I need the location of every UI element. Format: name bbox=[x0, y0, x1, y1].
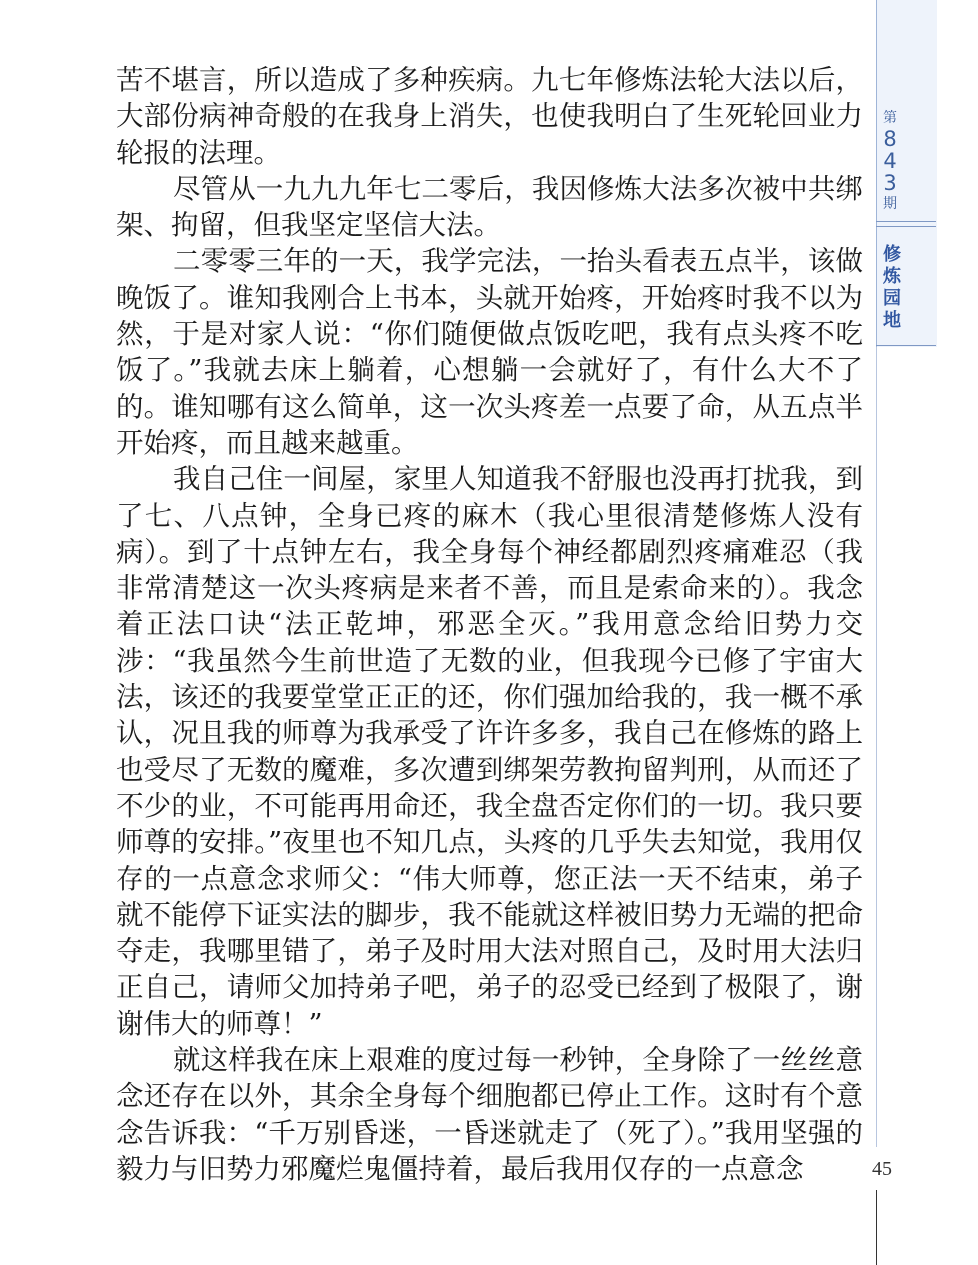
article-body bbox=[116, 62, 863, 1187]
paragraph: 苦不堪言，所以造成了多种疾病。九七年修炼法轮大法以后，大部份病神奇般的在我身上消失，也使我明白了生死轮回业力轮报的法理。 bbox=[116, 64, 863, 169]
page-number: 45 bbox=[872, 1158, 892, 1180]
sidebar-divider bbox=[876, 226, 936, 227]
paragraph: 二零零三年的一天，我学完法，一抬头看表五点半，该做晚饭了。谁知我刚合上书本，头就开始疼，开始疼时我不以为然，于是对家人说：“你们随便做点饭吃吧，我有点头疼不吃饭了。”我就去床上躺着，心想躺一会就好了，有什么大不了的。谁知哪有这么简单，这一次头疼差一点要了命，从五点半开始疼，而且越来越重。 bbox=[116, 245, 863, 459]
section-title bbox=[876, 244, 908, 332]
issue-suffix: 期 bbox=[883, 196, 897, 212]
section-char: 园 bbox=[883, 288, 901, 309]
paragraph: 尽管从一九九九年七二零后，我因修炼大法多次被中共绑架、拘留，但我坚定坚信大法。 bbox=[116, 172, 863, 242]
issue-prefix: 第 bbox=[883, 110, 897, 126]
margin-rule bbox=[876, 347, 877, 1147]
issue-digit: 4 bbox=[883, 149, 897, 173]
paragraph: 我自己住一间屋，家里人知道我不舒服也没再打扰我，到了七、八点钟，全身已疼的麻木（我心里很清楚修炼人没有病）。到了十点钟左右，我全身每个神经都剧烈疼痛难忍（我非常清楚这一次头疼病是来者不善，而且是索命来的）。我念着正法口诀“法正乾坤，邪恶全灭。”我用意念给旧势力交涉：“我虽然今生前世造了无数的业，但我现今已修了宇宙大法，该还的我要堂堂正正的还，你们强加给我的，我一概不承认，况且我的师尊为我承受了许许多多，我自己在修炼的路上也受尽了无数的魔难，多次遭到绑架劳教拘留判刑，从而还了不少的业，不可能再用命还，我全盘否定你们的一切。我只要师尊的安排。”夜里也不知几点，头疼的几乎失去知觉，我用仅存的一点意念求师父：“伟大师尊，您正法一天不结束，弟子就不能停下证实法的脚步，我不能就这样被旧势力无端的把命夺走，我哪里错了，弟子及时用大法对照自己，及时用大法归正自己，请师父加持弟子吧，弟子的忍受已经到了极限了，谢谢伟大的师尊！” bbox=[116, 463, 863, 1040]
section-char: 地 bbox=[883, 310, 901, 331]
margin-rule-bottom bbox=[876, 1190, 877, 1265]
paragraph: 就这样我在床上艰难的度过每一秒钟，全身除了一丝丝意念还存在以外，其余全身每个细胞都已停止工作。这时有个意念告诉我：“千万别昏迷，一昏迷就走了（死了）。”我用坚强的毅力与旧势力邪魔烂鬼僵持着，最后我用仅存的一点意念 bbox=[116, 1044, 863, 1185]
issue-number bbox=[876, 108, 904, 214]
section-char: 炼 bbox=[883, 266, 901, 287]
issue-digit: 8 bbox=[883, 127, 897, 151]
issue-digit: 3 bbox=[883, 171, 897, 195]
section-char: 修 bbox=[883, 244, 901, 265]
sidebar-divider bbox=[876, 345, 936, 346]
sidebar-divider bbox=[876, 221, 936, 222]
